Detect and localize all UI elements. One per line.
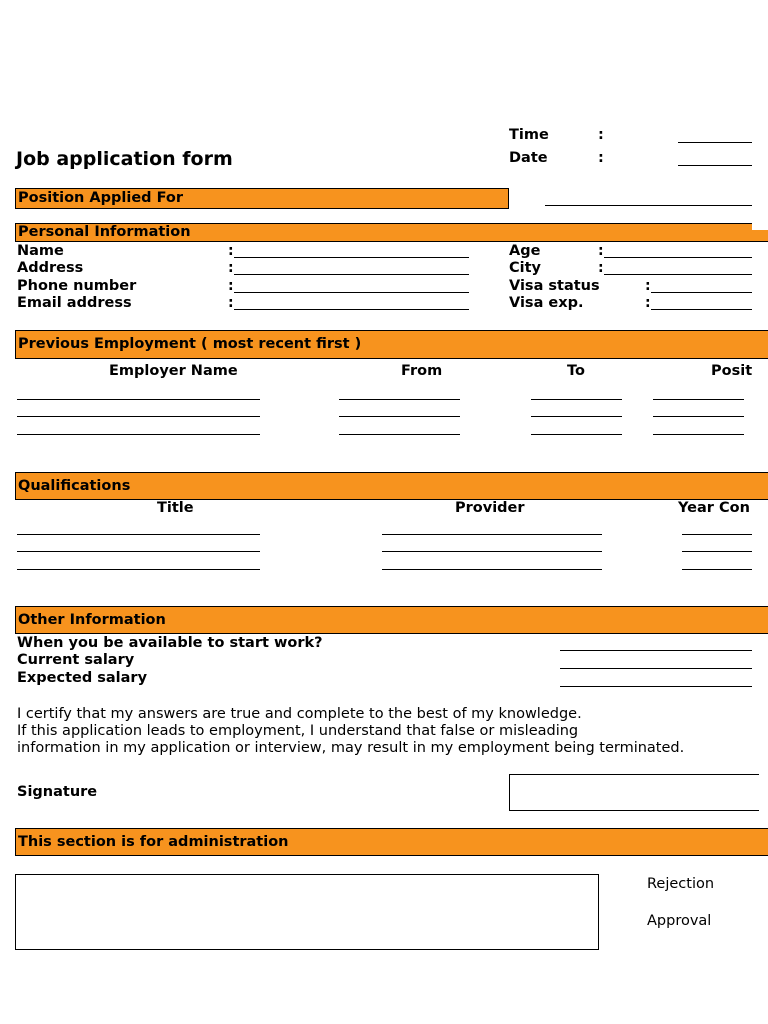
position-applied-label: Position Applied For <box>18 190 184 207</box>
email-colon: : <box>228 295 234 311</box>
right-margin-cap <box>752 100 768 230</box>
name-colon: : <box>228 243 234 259</box>
qual-provider-field-3[interactable] <box>382 569 602 570</box>
position-field-3[interactable] <box>653 434 744 435</box>
admin-box[interactable] <box>15 874 599 950</box>
signature-box[interactable] <box>509 774 759 811</box>
col-title: Title <box>157 500 194 516</box>
personal-info-bar <box>15 223 768 242</box>
qual-provider-field-2[interactable] <box>382 551 602 552</box>
qual-provider-field-1[interactable] <box>382 534 602 535</box>
qualifications-bar <box>15 472 768 500</box>
age-field[interactable] <box>604 257 752 258</box>
to-field-1[interactable] <box>531 399 622 400</box>
certify-line-3: information in my application or interview, may result in my employment being terminated. <box>17 740 685 756</box>
to-field-3[interactable] <box>531 434 622 435</box>
time-label: Time <box>509 127 549 143</box>
position-field-2[interactable] <box>653 416 744 417</box>
from-field-2[interactable] <box>339 416 460 417</box>
qual-year-field-2[interactable] <box>682 551 752 552</box>
qual-title-field-1[interactable] <box>17 534 260 535</box>
position-applied-bar <box>15 188 509 209</box>
qual-year-field-1[interactable] <box>682 534 752 535</box>
to-field-2[interactable] <box>531 416 622 417</box>
city-field[interactable] <box>604 274 752 275</box>
approval-label: Approval <box>647 913 712 929</box>
qual-title-field-2[interactable] <box>17 551 260 552</box>
name-label: Name <box>17 243 64 259</box>
employment-heading: Previous Employment ( most recent first ) <box>18 336 362 353</box>
col-year: Year Con <box>678 500 750 516</box>
from-field-3[interactable] <box>339 434 460 435</box>
phone-label: Phone number <box>17 278 137 294</box>
available-field[interactable] <box>560 650 752 651</box>
phone-colon: : <box>228 278 234 294</box>
employment-bar <box>15 330 768 359</box>
visa-status-colon: : <box>645 278 651 294</box>
visa-exp-colon: : <box>645 295 651 311</box>
visa-exp-field[interactable] <box>651 309 752 310</box>
date-label: Date <box>509 150 548 166</box>
employer-field-2[interactable] <box>17 416 260 417</box>
page-title: Job application form <box>16 148 233 170</box>
address-label: Address <box>17 260 84 276</box>
qual-year-field-3[interactable] <box>682 569 752 570</box>
email-label: Email address <box>17 295 132 311</box>
email-field[interactable] <box>234 309 469 310</box>
qual-title-field-3[interactable] <box>17 569 260 570</box>
position-field-1[interactable] <box>653 399 744 400</box>
other-info-bar <box>15 606 768 634</box>
date-colon: : <box>598 150 604 166</box>
time-field[interactable] <box>678 142 752 143</box>
position-applied-field[interactable] <box>545 205 752 206</box>
age-colon: : <box>598 243 604 259</box>
employer-field-1[interactable] <box>17 399 260 400</box>
visa-exp-label: Visa exp. <box>509 295 584 311</box>
phone-field[interactable] <box>234 292 469 293</box>
name-field[interactable] <box>234 257 469 258</box>
current-salary-field[interactable] <box>560 668 752 669</box>
signature-label: Signature <box>17 784 98 800</box>
certify-line-2: If this application leads to employment, I understand that false or misleading <box>17 723 579 739</box>
date-field[interactable] <box>678 165 752 166</box>
col-to: To <box>567 363 585 379</box>
visa-status-label: Visa status <box>509 278 600 294</box>
col-position: Posit <box>711 363 753 379</box>
address-colon: : <box>228 260 234 276</box>
personal-info-heading: Personal Information <box>18 224 191 241</box>
age-label: Age <box>509 243 541 259</box>
col-provider: Provider <box>455 500 525 516</box>
other-info-heading: Other Information <box>18 611 166 628</box>
visa-status-field[interactable] <box>651 292 752 293</box>
city-colon: : <box>598 260 604 276</box>
col-employer-name: Employer Name <box>109 363 238 379</box>
certify-line-1: I certify that my answers are true and complete to the best of my knowledge. <box>17 706 582 722</box>
qualifications-heading: Qualifications <box>18 477 131 494</box>
address-field[interactable] <box>234 274 469 275</box>
available-label: When you be available to start work? <box>17 635 323 651</box>
expected-salary-label: Expected salary <box>17 670 148 686</box>
time-colon: : <box>598 127 604 143</box>
rejection-label: Rejection <box>647 876 715 892</box>
col-from: From <box>401 363 443 379</box>
expected-salary-field[interactable] <box>560 686 752 687</box>
city-label: City <box>509 260 541 276</box>
from-field-1[interactable] <box>339 399 460 400</box>
admin-bar <box>15 828 768 856</box>
admin-heading: This section is for administration <box>18 833 289 850</box>
employer-field-3[interactable] <box>17 434 260 435</box>
current-salary-label: Current salary <box>17 652 135 668</box>
